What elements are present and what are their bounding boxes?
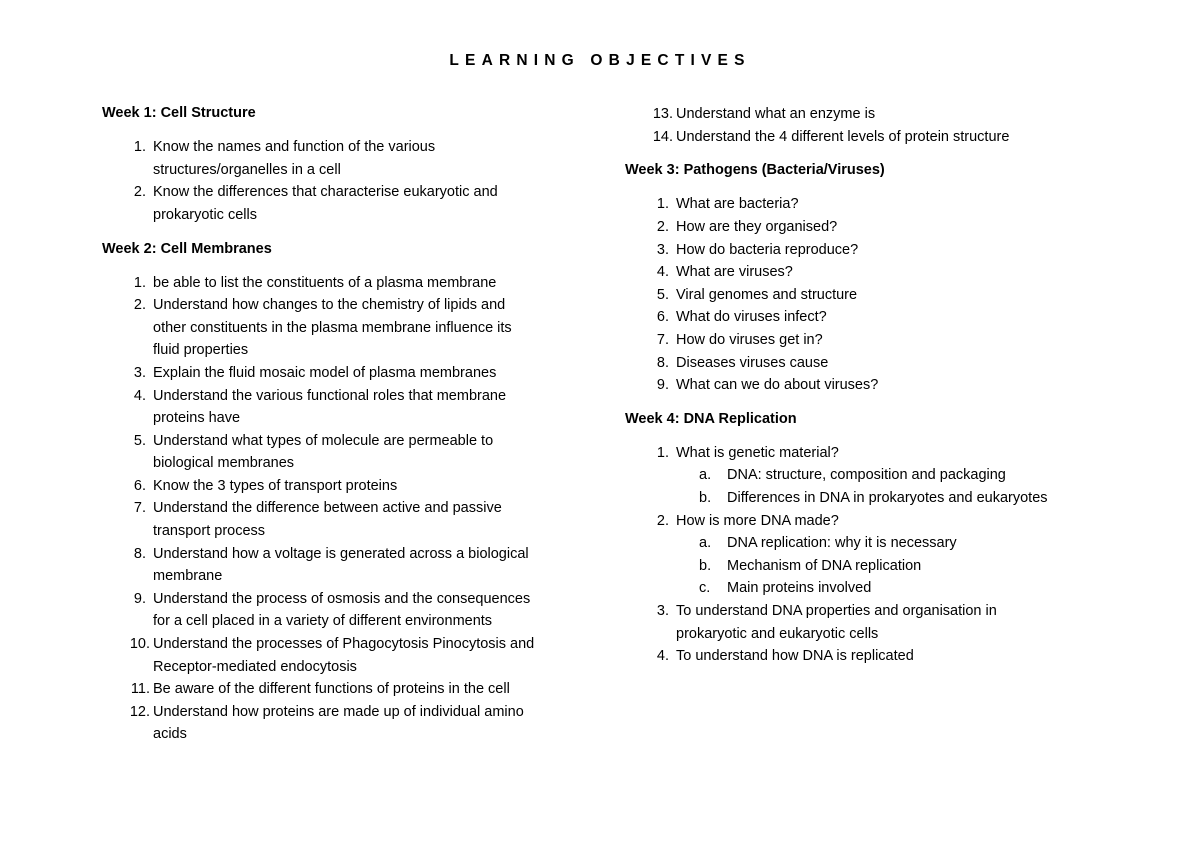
item-number: 3. [656,241,669,258]
item-number: 6. [656,309,669,326]
item-line: prokaryotic cells [153,206,257,223]
list-item [625,374,1125,397]
item-number: 13. [652,106,673,122]
item-line: Understand how changes to the chemistry of lipids and [153,297,506,314]
item-number: 1. [656,196,669,213]
item-number: 4. [656,648,669,665]
item-line: prokaryotic and eukaryotic cells [676,625,879,642]
item-line: membrane [153,568,223,585]
list-item [102,294,582,362]
item-line: What are viruses? [676,264,793,281]
list-item [625,306,1125,329]
right-column [625,103,1125,668]
week-4-list [625,442,1125,668]
item-line: To understand DNA properties and organisation in [676,603,997,620]
item-number: 4. [133,387,146,404]
list-item [102,272,582,295]
week-2-list [102,272,582,746]
sub-item-line: DNA replication: why it is necessary [727,535,957,552]
item-line: structures/organelles in a cell [153,161,341,178]
item-line: Understand the 4 different levels of protein structure [676,128,1010,145]
sub-item-letter: b. [699,557,712,574]
sub-list-item [625,487,1125,510]
item-line: Understand how a voltage is generated across a biological [153,545,529,562]
list-item [625,510,1125,533]
week-2-heading: Week 2: Cell Membranes [102,240,272,257]
item-number: 3. [133,364,146,381]
item-number: 11. [130,681,150,698]
item-line: Understand the process of osmosis and the consequences [153,590,531,607]
list-item [102,701,582,746]
item-number: 8. [656,354,669,371]
list-item [625,126,1125,149]
item-line: biological membranes [153,455,295,472]
sub-item-letter: a. [699,535,712,552]
sub-list-item [625,555,1125,578]
item-number: 2. [656,218,669,235]
list-item [102,678,582,701]
list-item [102,588,582,633]
list-item [625,193,1125,216]
item-line: Know the names and function of the various [153,138,436,155]
item-line: for a cell placed in a variety of different environments [153,613,493,630]
item-line: How is more DNA made? [676,512,839,529]
list-item [625,103,1125,126]
list-item [102,543,582,588]
item-line: other constituents in the plasma membrane influence its [153,319,512,336]
item-line: Receptor-mediated endocytosis [153,658,357,675]
item-line: Be aware of the different functions of proteins in the cell [153,681,510,698]
item-line: To understand how DNA is replicated [676,648,914,665]
list-item [102,633,582,678]
sub-item-line: DNA: structure, composition and packaging [727,467,1006,484]
item-number: 12. [129,703,150,720]
sub-item-line: Mechanism of DNA replication [727,557,922,574]
item-line: What can we do about viruses? [676,377,879,394]
week-2-list-continued [625,103,1125,148]
item-number: 2. [133,297,146,314]
list-item [102,497,582,542]
item-number: 5. [656,286,669,303]
item-line: Explain the fluid mosaic model of plasma membranes [153,364,497,381]
sub-list-item [625,577,1125,600]
list-item [625,239,1125,262]
list-item [625,329,1125,352]
item-number: 3. [656,603,669,620]
list-item [625,261,1125,284]
list-item [102,430,582,475]
list-item [625,442,1125,465]
item-line: What do viruses infect? [676,309,827,326]
item-number: 9. [133,590,146,607]
item-line: Understand what types of molecule are permeable to [153,432,494,449]
item-line: What are bacteria? [676,196,799,213]
item-line: acids [153,726,187,743]
sub-item-line: Main proteins involved [727,580,872,597]
item-line: Know the differences that characterise eukaryotic and [153,184,498,201]
item-number: 7. [133,500,146,517]
week-3-list [625,193,1125,396]
list-item [625,645,1125,668]
item-line: Understand how proteins are made up of individual amino [153,703,524,720]
item-line: Understand the processes of Phagocytosis Pinocytosis and [153,636,535,653]
week-3-heading: Week 3: Pathogens (Bacteria/Viruses) [625,162,885,179]
item-number: 9. [656,377,669,394]
item-line: How are they organised? [676,218,838,235]
item-line: fluid properties [153,342,249,359]
item-number: 2. [133,184,146,201]
item-line: What is genetic material? [676,444,839,461]
list-item [102,362,582,385]
sub-item-letter: c. [699,580,711,597]
item-line: transport process [153,523,266,540]
week-1-list [102,136,582,226]
item-number: 14. [652,128,673,145]
item-line: Understand what an enzyme is [676,106,876,122]
item-number: 5. [133,432,146,449]
item-number: 10. [129,636,150,653]
item-number: 1. [133,274,146,291]
week-4-heading: Week 4: DNA Replication [625,410,797,427]
week-1-heading: Week 1: Cell Structure [102,105,256,121]
sub-item-letter: b. [699,490,712,507]
page-title: LEARNING OBJECTIVES [449,52,751,69]
left-column [102,102,582,746]
item-line: Understand the various functional roles that membrane [153,387,507,404]
list-item [625,352,1125,375]
item-line: Know the 3 types of transport proteins [153,477,398,494]
list-item [102,136,582,181]
item-line: Viral genomes and structure [676,286,858,303]
item-line: be able to list the constituents of a plasma membrane [153,274,497,291]
item-number: 8. [133,545,146,562]
item-line: How do bacteria reproduce? [676,241,859,258]
list-item [625,216,1125,239]
item-number: 7. [656,331,669,348]
list-item [625,284,1125,307]
item-number: 2. [656,512,669,529]
sub-item-letter: a. [699,467,712,484]
item-number: 6. [133,477,146,494]
sub-list-item [625,464,1125,487]
item-line: Diseases viruses cause [676,354,829,371]
item-number: 1. [656,444,669,461]
sub-list-item [625,532,1125,555]
item-line: proteins have [153,410,241,427]
list-item [625,600,1125,645]
item-number: 4. [656,264,669,281]
item-line: How do viruses get in? [676,331,823,348]
item-line: Understand the difference between active and passive [153,500,502,517]
list-item [102,181,582,226]
list-item [102,385,582,430]
sub-item-line: Differences in DNA in prokaryotes and eukaryotes [727,490,1048,507]
list-item [102,475,582,498]
item-number: 1. [133,138,146,155]
